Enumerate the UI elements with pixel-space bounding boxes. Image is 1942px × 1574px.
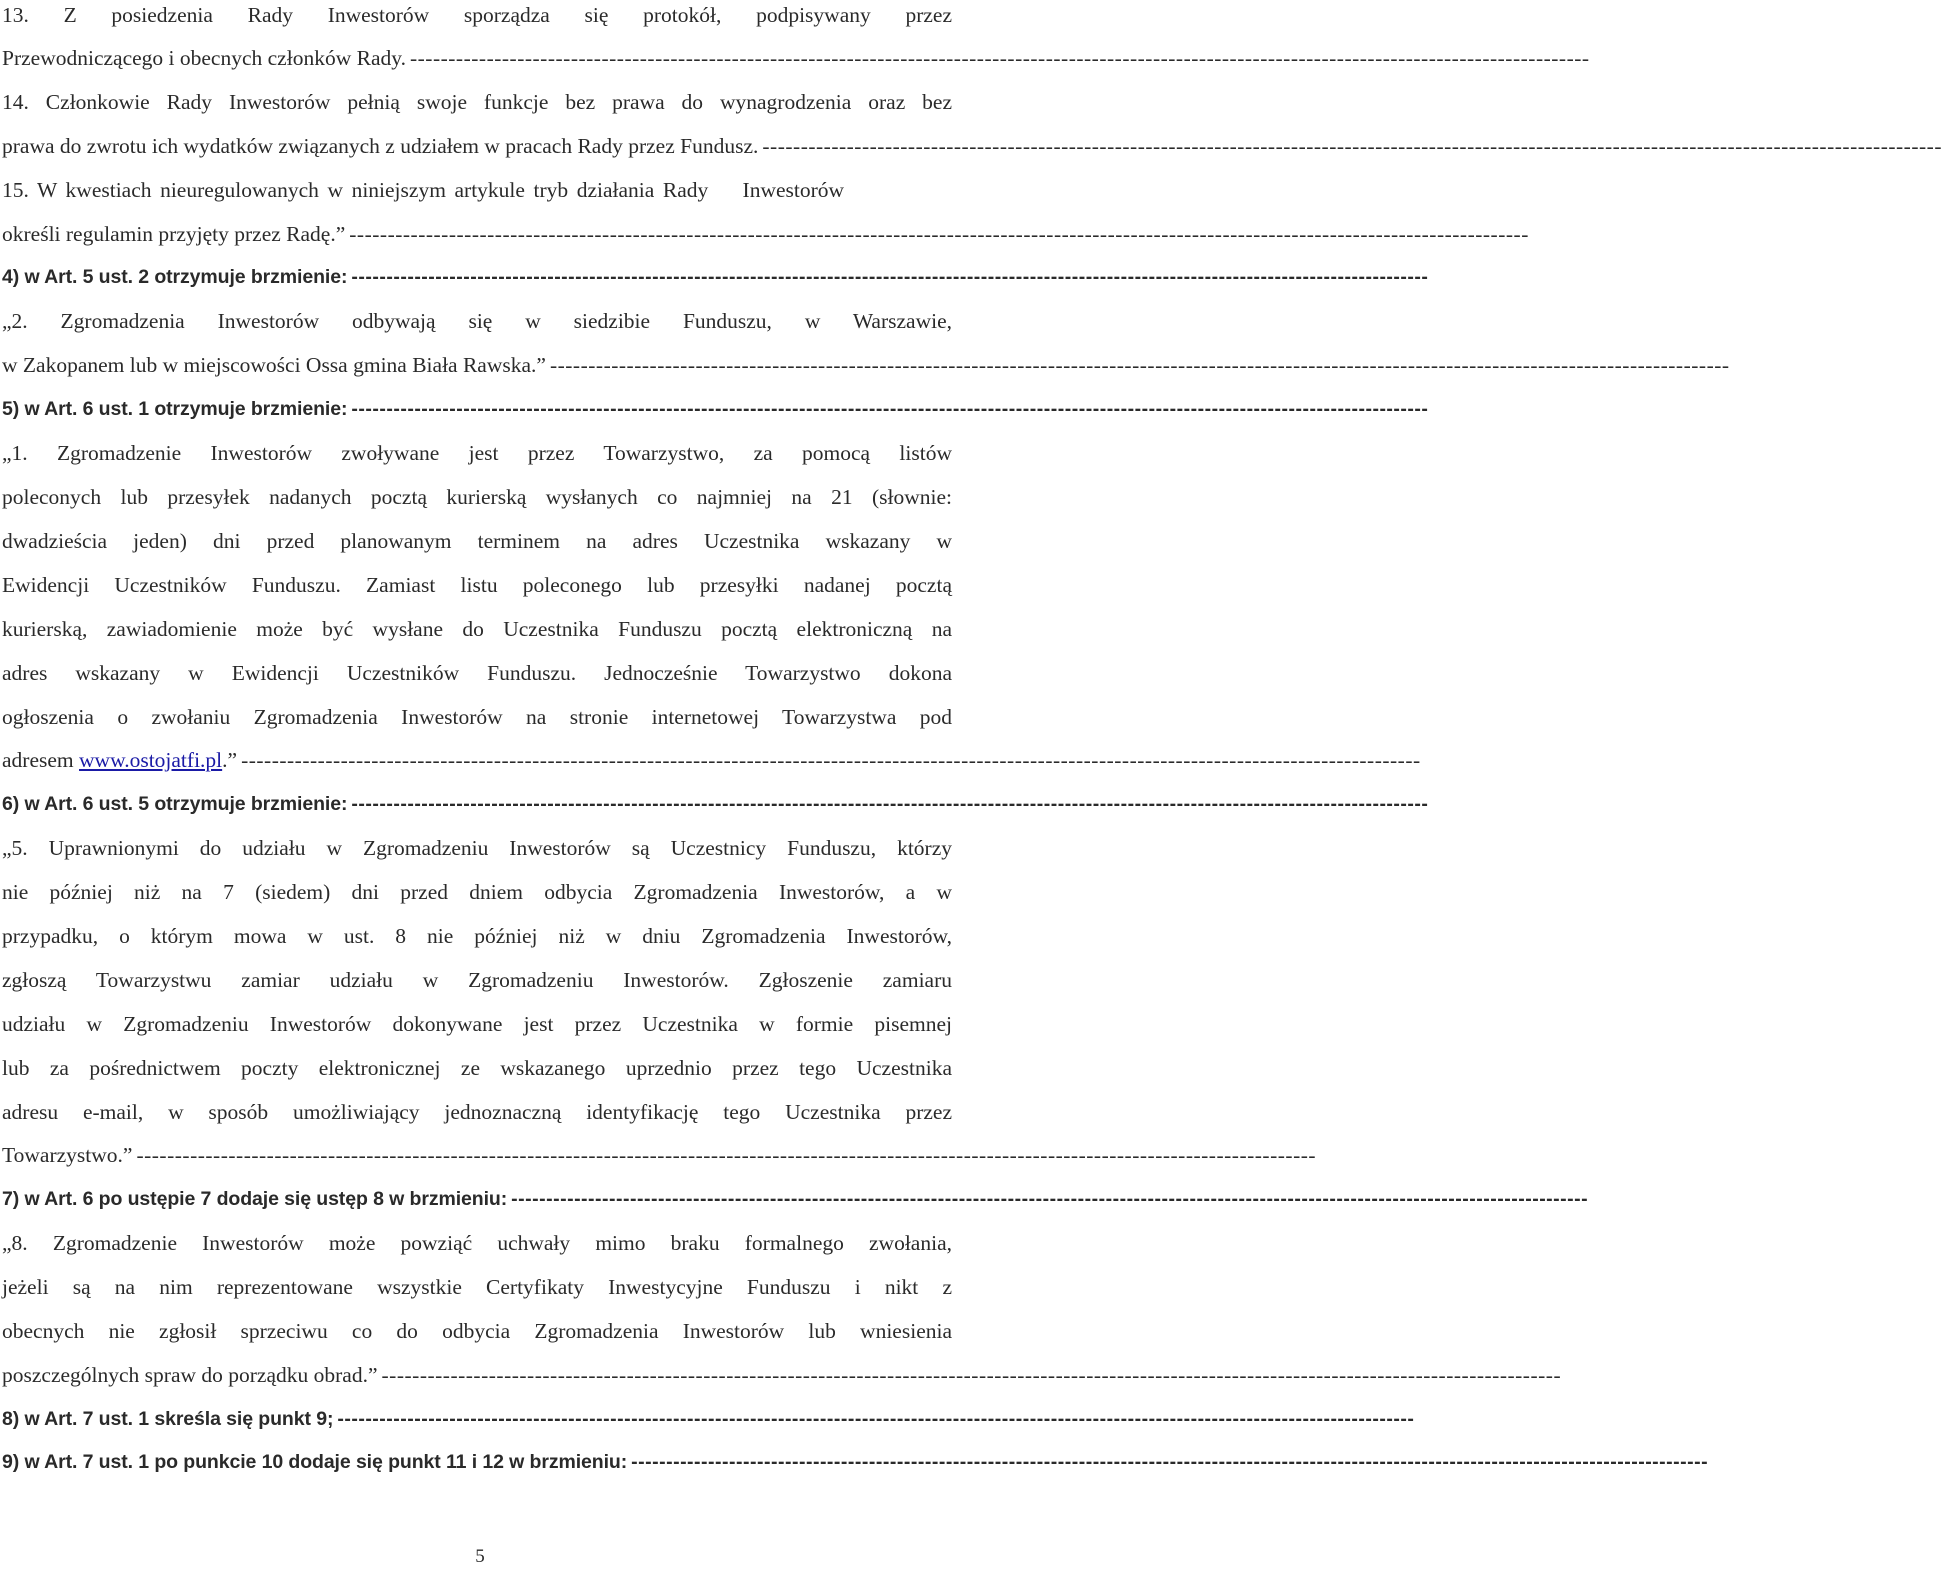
heading-prefix: 5) w Art. 6 ust.: [2, 398, 133, 420]
line-text: ogłoszenia o zwołaniu Zgromadzenia Inwestorów na stronie internetowej Towarzystwa pod: [2, 705, 952, 729]
line-text: adresem: [2, 748, 80, 772]
dash-filler: ----------------------------------------------------------------------------------------------------------------------------------------------------------: [351, 398, 1429, 420]
amendment-heading: [2, 394, 1429, 424]
line-text: 13. Z posiedzenia Rady Inwestorów sporządza się protokół, podpisywany przez: [2, 3, 952, 27]
text-line: [2, 877, 952, 907]
line-text: lub za pośrednictwem poczty elektronicznej ze wskazanego uprzednio przez tego Uczestnika: [2, 1056, 952, 1080]
text-line: [2, 87, 952, 117]
text-line: [2, 1140, 1317, 1170]
text-line: [2, 438, 952, 468]
heading-text: 6) w Art. 6 ust. 5 otrzymuje brzmienie:: [2, 793, 348, 815]
text-line: [2, 921, 952, 951]
line-text: zgłoszą Towarzystwu zamiar udziału w Zgromadzeniu Inwestorów. Zgłoszenie zamiaru: [2, 968, 952, 992]
text-line: [2, 482, 952, 512]
line-text: 14. Członkowie Rady Inwestorów pełnią swoje funkcje bez prawa do wynagrodzenia oraz bez: [2, 90, 952, 114]
dash-filler: ----------------------------------------------------------------------------------------------------------------------------------------------------------: [409, 46, 1590, 70]
text-line: [2, 350, 1730, 380]
text-line: [2, 219, 1529, 249]
line-text: nie później niż na 7 (siedem) dni przed dniem odbycia Zgromadzenia Inwestorów, a w: [2, 880, 952, 904]
text-line: [2, 1316, 952, 1346]
text-line: [2, 526, 952, 556]
text-line: [2, 175, 952, 205]
dash-filler: ----------------------------------------------------------------------------------------------------------------------------------------------------------: [351, 266, 1429, 288]
text-line: [2, 833, 952, 863]
line-text: Ewidencji Uczestników Funduszu. Zamiast listu poleconego lub przesyłki nadanej pocztą: [2, 573, 952, 597]
heading-prefix: 4) w Art. 5 ust.: [2, 266, 133, 288]
dash-filler: ----------------------------------------------------------------------------------------------------------------------------------------------------------: [351, 793, 1429, 815]
heading-text: 7) w Art. 6 po ustępie 7 dodaje się ustęp 8 w brzmieniu:: [2, 1188, 508, 1210]
line-text: jeżeli są na nim reprezentowane wszystkie Certyfikaty Inwestycyjne Funduszu i nikt z: [2, 1275, 952, 1299]
amendment-heading: [2, 1404, 1415, 1434]
text-line: [2, 0, 952, 30]
line-text: Przewodniczącego i obecnych członków Rady.: [2, 46, 406, 70]
dash-filler: ----------------------------------------------------------------------------------------------------------------------------------------------------------: [631, 1451, 1709, 1473]
line-text: adresu e-mail, w sposób umożliwiający jednoznaczną identyfikację tego Uczestnika przez: [2, 1100, 952, 1124]
heading-text: 1 otrzymuje brzmienie:: [132, 398, 348, 420]
text-line: [2, 965, 952, 995]
dash-filler: ----------------------------------------------------------------------------------------------------------------------------------------------------------: [349, 222, 1529, 246]
line-text: .”: [222, 748, 238, 772]
text-line: [2, 1228, 952, 1258]
line-text: poszczególnych spraw do porządku obrad.”: [2, 1363, 378, 1387]
line-text: w Zakopanem lub w miejscowości Ossa gmina Biała Rawska.”: [2, 353, 546, 377]
text-line: [2, 43, 1590, 73]
dash-filler: ----------------------------------------------------------------------------------------------------------------------------------------------------------: [511, 1188, 1589, 1210]
line-text: „1. Zgromadzenie Inwestorów zwoływane jest przez Towarzystwo, za pomocą listów: [2, 441, 952, 465]
line-text: przypadku, o którym mowa w ust. 8 nie później niż w dniu Zgromadzenia Inwestorów,: [2, 924, 952, 948]
amendment-heading: [2, 1184, 1589, 1214]
text-line: [2, 1097, 952, 1127]
page-number: 5: [475, 1546, 485, 1567]
text-line: [2, 1053, 952, 1083]
amendment-heading: [2, 262, 1429, 292]
text-line: [2, 702, 952, 732]
line-text: kurierską, zawiadomienie może być wysłane do Uczestnika Funduszu pocztą elektroniczną na: [2, 617, 952, 641]
line-text: prawa do zwrotu ich wydatków związanych z udziałem w pracach Rady przez Fundusz.: [2, 134, 759, 158]
line-text: „8. Zgromadzenie Inwestorów może powziąć uchwały mimo braku formalnego zwołania,: [2, 1231, 952, 1255]
line-text: Towarzystwo.”: [2, 1143, 133, 1167]
text-line: [2, 658, 952, 688]
dash-filler: ----------------------------------------------------------------------------------------------------------------------------------------------------------: [136, 1143, 1317, 1167]
line-text: obecnych nie zgłosił sprzeciwu co do odbycia Zgromadzenia Inwestorów lub wniesienia: [2, 1319, 952, 1343]
text-line: [2, 1009, 952, 1039]
line-text: „2. Zgromadzenia Inwestorów odbywają się w siedzibie Funduszu, w Warszawie,: [2, 309, 952, 333]
dash-filler: ----------------------------------------------------------------------------------------------------------------------------------------------------------: [549, 353, 1730, 377]
line-text: określi regulamin przyjęty przez Radę.”: [2, 222, 346, 246]
text-line: [2, 1272, 952, 1302]
heading-text: 2 otrzymuje brzmienie:: [132, 266, 348, 288]
line-text: 15. W kwestiach nieuregulowanych w niniejszym artykule tryb działania Rady Inwestorów: [2, 178, 845, 202]
line-text: dwadzieścia jeden) dni przed planowanym terminem na adres Uczestnika wskazany w: [2, 529, 952, 553]
text-line: [2, 614, 952, 644]
text-line: [2, 131, 1942, 161]
text-line: [2, 570, 952, 600]
text-line: [2, 745, 1421, 775]
line-text: „5. Uprawnionymi do udziału w Zgromadzeniu Inwestorów są Uczestnicy Funduszu, którzy: [2, 836, 952, 860]
dash-filler: ----------------------------------------------------------------------------------------------------------------------------------------------------------: [241, 748, 1421, 772]
line-text: adres wskazany w Ewidencji Uczestników Funduszu. Jednocześnie Towarzystwo dokona: [2, 661, 952, 685]
line-text: poleconych lub przesyłek nadanych pocztą kurierską wysłanych co najmniej na 21 (słownie:: [2, 485, 952, 509]
amendment-heading: [2, 789, 1429, 819]
heading-text: 9) w Art. 7 ust. 1 po punkcie 10 dodaje się punkt 11 i 12 w brzmieniu:: [2, 1451, 628, 1473]
text-line: [2, 1360, 1562, 1390]
line-text: udziału w Zgromadzeniu Inwestorów dokonywane jest przez Uczestnika w formie pisemnej: [2, 1012, 952, 1036]
dash-filler: ----------------------------------------------------------------------------------------------------------------------------------------------------------: [337, 1408, 1415, 1430]
heading-text: 8) w Art. 7 ust. 1 skreśla się punkt 9;: [2, 1408, 334, 1430]
dash-filler: ----------------------------------------------------------------------------------------------------------------------------------------------------------: [381, 1363, 1562, 1387]
dash-filler: ----------------------------------------------------------------------------------------------------------------------------------------------------------: [762, 134, 1942, 158]
text-line: [2, 306, 952, 336]
amendment-heading: [2, 1447, 1709, 1477]
website-link[interactable]: www.ostojatfi.pl: [79, 748, 223, 772]
